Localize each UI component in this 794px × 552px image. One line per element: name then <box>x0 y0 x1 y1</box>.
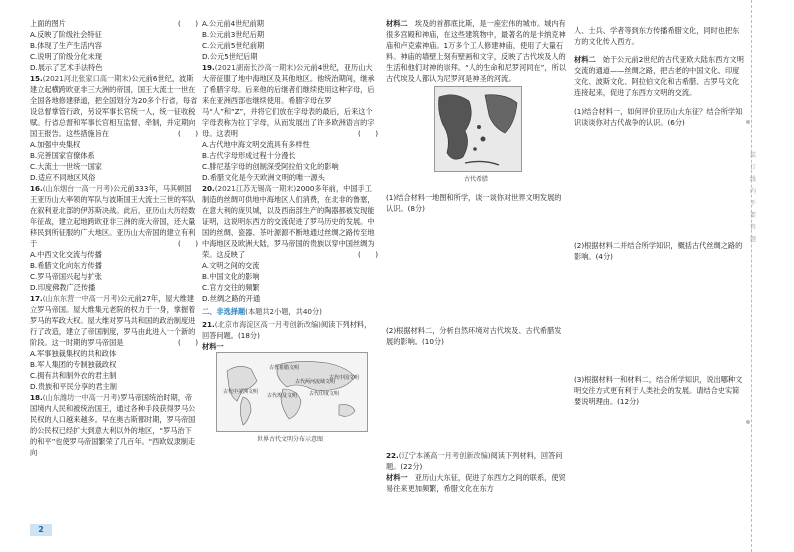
material-1-title: 材料一 <box>202 342 224 351</box>
option: D.希腊文化是今天欧洲文明的唯一源头 <box>202 173 325 182</box>
option: D.适应不同地区风俗 <box>30 173 96 182</box>
option: D.贵族和平民分享的君主制 <box>30 382 117 391</box>
question-22-part-3: (3)根据材料一和材料二，结合所学知识，说出哪种文明交往方式更有利于人类社会的发展。请结合史实简要说明理由。(12分) <box>574 375 743 407</box>
question-18-options <box>202 18 378 62</box>
option: C.公元前5世纪前期 <box>202 41 265 50</box>
option: B.公元前3世纪后期 <box>202 30 265 39</box>
map-caption: 古代希腊 <box>463 176 488 183</box>
option: A.公元前4世纪前期 <box>202 19 264 28</box>
map-label: 古代印度文明 <box>309 391 340 397</box>
section-title: 二、非选择题(本题共2小题，共40分) <box>202 307 322 316</box>
question-21: 21.(北京市海淀区高一月考创新改编)阅读下列材料，回答问题。(18分) 材料一 <box>202 319 378 352</box>
map-label: 古代埃及文明 <box>267 393 298 399</box>
option: B.军人集团的专制独裁政权 <box>30 360 117 369</box>
option: A.军事独裁集权的共和政体 <box>30 349 117 358</box>
binding-margin-text: 装订线内不要答题 <box>749 152 756 243</box>
question-17: 17.(山东东营一中高一月考)公元前27年，屋大维建立罗马帝国。屋大维集元老院的权力于一身，掌握着罗马的军政大权。屋大维对罗马共和国的政治制度进行了改造，建立了帝国制度，罗马由此进入一个新的阶段。这一时期的罗马帝国是 ( ) A.军事独裁集权的共和政体 B.军人集团的专制独裁政权 C.拥有共和制外衣的君主制 D.贵族和平民分享的君主制 <box>30 294 198 391</box>
world-civilizations-map <box>216 352 368 432</box>
question-22-part-2: (2)根据材料二并结合所学知识，概括古代丝绸之路的影响。(4分) <box>574 240 743 261</box>
option: C.拥有共和制外衣的君主制 <box>30 371 117 380</box>
option: B.中国文化的影响 <box>202 272 260 281</box>
material-1-continued: 人、士兵、学者等到东方传播希腊文化，同时也把东方的文化传入西方。 <box>574 26 740 47</box>
binding-line <box>751 0 752 552</box>
question-14-tail: 上面的图片 ( ) A.反映了阶级社会特征 B.体现了生产生活内容 C.说明了阶级分化未现 D.展示了艺术手法特色 <box>30 19 198 72</box>
question-18: 18.(山东潍坊一中高一月考)罗马帝国统治时期，帝国境内人民和被统治国王，通过各种手段获得罗马公民权的人口越来越多。早在奥古斯都时期，罗马帝国的公民权已经扩大到意大利以外的地区，“罗马治下的和平”也使罗马帝国繁荣了几百年。"西欧奴隶制走向 <box>30 393 196 457</box>
question-22-part-1: (1)结合材料一，如何评价亚历山大东征？结合所学知识谈谈你对古代战争的认识。(6分) <box>574 106 743 127</box>
option: A.文明之间的交流 <box>202 261 260 270</box>
map-label: 古代中国文明 <box>329 375 360 381</box>
question-21-part-1: (1)结合材料一地图和所学，谈一谈你对世界文明发展的认识。(8分) <box>386 193 562 214</box>
option: D.丝绸之路的开通 <box>202 294 261 303</box>
page-number: 2 <box>30 524 52 536</box>
option: D.印度佛教广泛传播 <box>30 283 96 292</box>
option: A.古代地中海文明交流具有多样性 <box>202 140 310 149</box>
option: B.完善国家官僚体系 <box>30 151 95 160</box>
map-label: 古代中美洲文明 <box>223 389 259 395</box>
option: A.反映了阶级社会特征 <box>30 30 102 39</box>
question-16: 16.(山东烟台一高一月考)公元前333年，马其顿国王亚历山大率领的军队与波斯国王大流士三世的军队在叙利亚北部的伊苏斯决战。此后，亚历山大历经数年征战，建立起地跨欧亚非三洲的庞大帝国，还大量移民到所征服的广大地区。亚历山大帝国的建立有利于 ( ) A.中西文化交流与传播 B.希腊文化向东方传播 C.罗马帝国兴起与扩张 D.印度佛教广泛传播 <box>30 184 198 292</box>
map-label: 古代希腊文明 <box>269 365 300 371</box>
binding-hole <box>746 120 750 124</box>
column-2 <box>202 18 378 451</box>
answer-area[interactable] <box>386 354 566 450</box>
option: D.展示了艺术手法特色 <box>30 63 103 72</box>
column-4: 人、士兵、学者等到东方传播希腊文化，同时也把东方的文化传入西方。 材料二 始于公元前2世纪的古代亚欧大陆东西方文明交流的通道——丝绸之路，把古老的中国文化、印度文化、波斯文化、阿拉伯文化和古希腊、古罗马文化连接起来，促进了东西方文明的交流。 (1)结合材料一，如何评价亚历山大东征？结合所学知识谈谈你对古代战争的认识。(6分) (2)根据材料二并结合所学知识，概括古代丝绸之路的影响。(4分) (3)根据材料一和材料二，结合所学知识，说出哪种文明交往方式更有利于人类社会的发展。请结合史实简要说明理由。(12分) <box>574 26 744 407</box>
answer-area[interactable] <box>574 269 744 367</box>
map-caption: 世界古代文明分布示意图 <box>256 436 323 443</box>
option: D.公元5世纪后期 <box>202 52 258 61</box>
option: C.腓尼基字母的创制深受阿拉伯文化的影响 <box>202 162 339 171</box>
option: C.大流士一世统一国家 <box>30 162 102 171</box>
material-2: 材料二 埃及的首都底比斯，是一座宏伟的城市。城内有很多宫殿和神庙，在这些建筑物中，最著名的是卡纳克神庙和卢克索神庙。1万多个工人修建神庙，使用了大量石料。神庙的墙壁上刻有壁画和文字，反映了古代埃及人的生活和他们对神的崇拜。“人的生命和尼罗河同在”，所以古代埃及人都认为尼罗河是神圣的河流。 <box>386 19 566 83</box>
question-19: 19.(2021湖南长沙高一期末)公元前4世纪，亚历山大大帝征服了地中海地区及其他地区。他统治期间，继承了希腊字母。后来他的后继者们继续使用这种字母，后来在亚洲西部也继续使用。希腊字母在罗马“人”和“Z”，并将它们放在字母表的最后，后来这个字母表称为拉丁字母，从而发展出了许多欧洲语言的字母。这表明 ( ) A.古代地中海文明交流具有多样性 B.古代字母形成过程十分漫长 C.腓尼基字母的创制深受阿拉伯文化的影响 D.希腊文化是今天欧洲文明的唯一源头 <box>202 63 378 182</box>
answer-area[interactable] <box>386 221 566 317</box>
question-22: 22.(辽宁本溪高一月考创新改编)阅读下列材料，回答问题。(22分) 材料一 亚历山大东征，促进了东西方之间的联系，使贸易往来更加频繁，希腊文化在东方 <box>386 450 566 493</box>
column-3 <box>386 18 566 494</box>
ancient-greece-map <box>434 86 522 172</box>
answer-area[interactable] <box>574 135 744 233</box>
option: B.希腊文化向东方传播 <box>30 261 102 270</box>
question-20: 20.(2021江苏无锡高一期末)2000多年前，中国手工制造的丝绸可供地中海地区人们消费，在北非的鲁塞，在意大利的庞贝城，以及西南部生产的陶器都被发现能证明，这说明东西方的交流促进了罗马历史的发展。中国的丝绸、瓷器、茶叶源源不断地通过丝绸之路传至地中海地区及欧洲大陆，罗马帝国的贵族以穿中国丝绸为荣。这反映了 ( ) A.文明之间的交流 B.中国文化的影响 C.官方交往的频繁 D.丝绸之路的开通 <box>202 184 378 303</box>
option: B.古代字母形成过程十分漫长 <box>202 151 296 160</box>
binding-hole <box>746 420 750 424</box>
question-15: 15.(2021河北张家口高一期末)公元前6世纪，波斯建立起横跨欧亚非三大洲的帝国，国王大流士一世在全国各地修建驿道，把全国划分为20多个行省，每省设总督掌管行政，另设军事长官统一人，统一征收税赋。行省总督和军事长官相互监督、牵制，并定期向国王报告。这些措施旨在 ( ) A.加强中央集权 B.完善国家官僚体系 C.大流士一世统一国家 D.适应不同地区风俗 <box>30 74 198 182</box>
question-21-part-2: (2)根据材料二，分析自然环境对古代埃及、古代希腊发展的影响。(10分) <box>386 325 562 346</box>
option: C.官方交往的频繁 <box>202 283 260 292</box>
option: C.说明了阶级分化未现 <box>30 52 102 61</box>
map-label: 古代两河流域文明 <box>295 379 336 385</box>
greece-map-graphic <box>435 87 521 171</box>
option: A.中西文化交流与传播 <box>30 250 102 259</box>
option: C.罗马帝国兴起与扩张 <box>30 272 102 281</box>
option: A.加强中央集权 <box>30 140 81 149</box>
option: B.体现了生产生活内容 <box>30 41 102 50</box>
column-1 <box>30 18 198 458</box>
